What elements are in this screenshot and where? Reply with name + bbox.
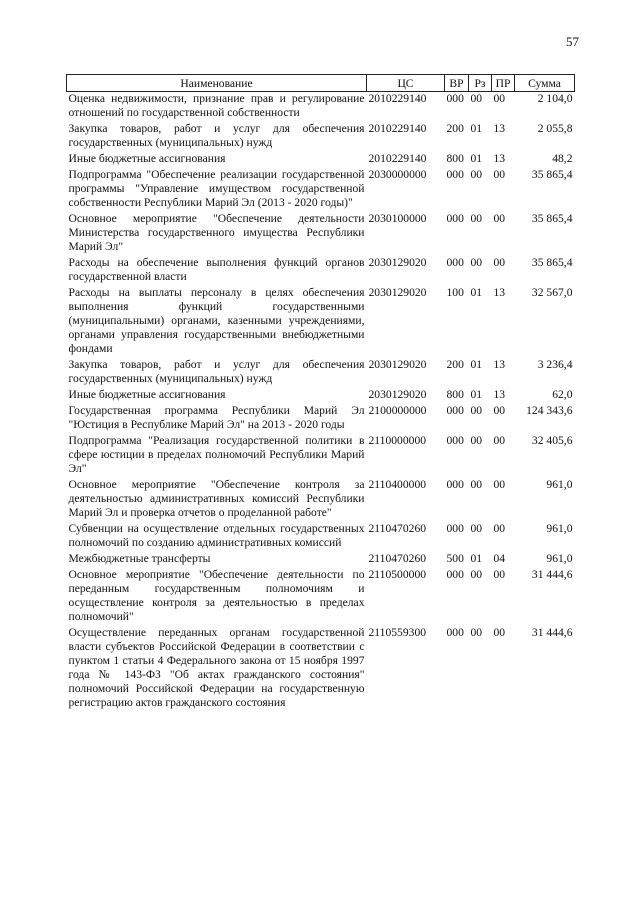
cell-sum: 2 104,0 [537,92,573,105]
cell-pr: 13 [493,358,506,371]
header-cs: ЦС [367,75,445,92]
header-rz: Рз [469,75,492,92]
cell-rz: 00 [470,212,483,225]
cell-name: Иные бюджетные ассигнования [68,152,226,165]
table-row [67,256,575,286]
cell-vr: 000 [446,568,464,581]
cell-pr: 00 [493,434,506,447]
cell-sum: 35 865,4 [531,212,573,225]
cell-vr: 200 [446,358,464,371]
cell-cs: 2110559300 [368,626,427,639]
budget-table [66,74,575,712]
cell-vr: 000 [446,626,464,639]
table-row [67,152,575,168]
cell-sum: 3 236,4 [537,358,573,371]
cell-rz: 01 [470,122,483,135]
cell-vr: 800 [446,152,464,165]
cell-pr: 00 [493,568,506,581]
cell-sum: 31 444,6 [531,626,573,639]
cell-cs: 2030129020 [368,286,427,299]
cell-rz: 00 [470,256,483,269]
cell-cs: 2110470260 [368,522,427,535]
cell-pr: 00 [493,168,506,181]
table-row [67,388,575,404]
cell-vr: 000 [446,212,464,225]
table-row [67,434,575,478]
table-body [67,92,575,713]
cell-rz: 00 [470,568,483,581]
table-row [67,92,575,123]
cell-rz: 01 [470,152,483,165]
cell-pr: 00 [493,92,506,105]
cell-cs: 2100000000 [368,404,427,417]
table-row [67,522,575,552]
cell-rz: 01 [470,358,483,371]
cell-vr: 200 [446,122,464,135]
cell-cs: 2110000000 [368,434,427,447]
cell-cs: 2030129020 [368,358,427,371]
cell-rz: 00 [470,478,483,491]
cell-vr: 000 [446,522,464,535]
cell-cs: 2010229140 [368,152,427,165]
table-header [67,75,575,92]
cell-cs: 2030100000 [368,212,427,225]
cell-name: Осуществление переданных органам государственной власти субъектов Российской Федерации в соответствии с пунктом 1 статьи 4 Федерального закона от 15 ноября 1997 года № 143-ФЗ "Об актах гражданского состояния" полномочий Российской Федерации на государственную регистрацию актов гражданского состояния [68,626,365,709]
header-vr: ВР [445,75,469,92]
cell-name: Оценка недвижимости, признание прав и регулирование отношений по государственной собственности [68,92,365,119]
table-row [67,286,575,358]
cell-pr: 13 [493,388,506,401]
cell-name: Государственная программа Республики Марий Эл "Юстиция в Республике Марий Эл" на 2013 - 2020 годы [68,404,365,431]
cell-vr: 000 [446,168,464,181]
table-row [67,404,575,434]
cell-name: Межбюджетные трансферты [68,552,211,565]
cell-name: Иные бюджетные ассигнования [68,388,226,401]
cell-cs: 2030129020 [368,388,427,401]
cell-name: Основное мероприятие "Обеспечение деятельности по переданным государственным полномочиям и осуществление контроля за деятельностью в пределах полномочий" [68,568,365,623]
cell-sum: 961,0 [546,522,573,535]
cell-pr: 00 [493,404,506,417]
table-row [67,552,575,568]
table-row [67,168,575,212]
table-row [67,626,575,712]
cell-name: Закупка товаров, работ и услуг для обеспечения государственных (муниципальных) нужд [68,122,365,149]
cell-pr: 00 [493,522,506,535]
cell-rz: 00 [470,168,483,181]
cell-cs: 2030129020 [368,256,427,269]
cell-sum: 2 055,8 [537,122,573,135]
cell-vr: 500 [446,552,464,565]
table-row [67,122,575,152]
cell-cs: 2030000000 [368,168,427,181]
cell-name: Субвенции на осуществление отдельных государственных полномочий по созданию административных комиссий [68,522,365,549]
cell-cs: 2010229140 [368,92,427,105]
cell-pr: 13 [493,286,506,299]
cell-name: Закупка товаров, работ и услуг для обеспечения государственных (муниципальных) нужд [68,358,365,385]
cell-sum: 32 567,0 [531,286,573,299]
cell-sum: 32 405,6 [531,434,573,447]
page-number: 57 [566,34,579,49]
cell-pr: 13 [493,122,506,135]
cell-rz: 00 [470,522,483,535]
cell-name: Основное мероприятие "Обеспечение деятельности Министерства государственного имущества Республики Марий Эл" [68,212,365,253]
header-sum: Сумма [515,75,575,92]
cell-rz: 00 [470,434,483,447]
table-row [67,358,575,388]
cell-sum: 35 865,4 [531,256,573,269]
cell-pr: 00 [493,256,506,269]
cell-name: Расходы на выплаты персоналу в целях обеспечения выполнения функций государственными (муниципальными) органами, казенными учреждениями, органами управления государственными внебюджетными фондами [68,286,365,355]
cell-vr: 000 [446,478,464,491]
cell-vr: 800 [446,388,464,401]
cell-cs: 2010229140 [368,122,427,135]
cell-rz: 01 [470,286,483,299]
header-name: Наименование [67,75,367,92]
table-row [67,568,575,626]
table-row [67,478,575,522]
cell-sum: 62,0 [552,388,573,401]
cell-sum: 124 343,6 [526,404,573,417]
cell-pr: 00 [493,626,506,639]
cell-rz: 00 [470,626,483,639]
table-row [67,212,575,256]
cell-pr: 00 [493,212,506,225]
cell-name: Основное мероприятие "Обеспечение контроля за деятельностью административных комиссий Республики Марий Эл и проверка отчетов о проделанной работе" [68,478,365,519]
cell-cs: 2110400000 [368,478,427,491]
cell-rz: 01 [470,552,483,565]
cell-sum: 31 444,6 [531,568,573,581]
cell-pr: 04 [493,552,506,565]
cell-vr: 000 [446,434,464,447]
cell-cs: 2110470260 [368,552,427,565]
cell-vr: 000 [446,92,464,105]
cell-rz: 00 [470,92,483,105]
header-pr: ПР [492,75,515,92]
cell-name: Подпрограмма "Обеспечение реализации государственной программы "Управление имуществом государственной собственности Республики Марий Эл (2013 - 2020 годы)" [68,168,365,209]
cell-vr: 000 [446,256,464,269]
cell-sum: 48,2 [552,152,573,165]
cell-cs: 2110500000 [368,568,427,581]
cell-vr: 100 [446,286,464,299]
cell-pr: 00 [493,478,506,491]
cell-sum: 35 865,4 [531,168,573,181]
cell-rz: 01 [470,388,483,401]
cell-vr: 000 [446,404,464,417]
cell-rz: 00 [470,404,483,417]
cell-name: Подпрограмма "Реализация государственной политики в сфере юстиции в пределах полномочий Республики Марий Эл" [68,434,365,475]
cell-sum: 961,0 [546,478,573,491]
cell-pr: 13 [493,152,506,165]
cell-sum: 961,0 [546,552,573,565]
cell-name: Расходы на обеспечение выполнения функций органов государственной власти [68,256,365,283]
